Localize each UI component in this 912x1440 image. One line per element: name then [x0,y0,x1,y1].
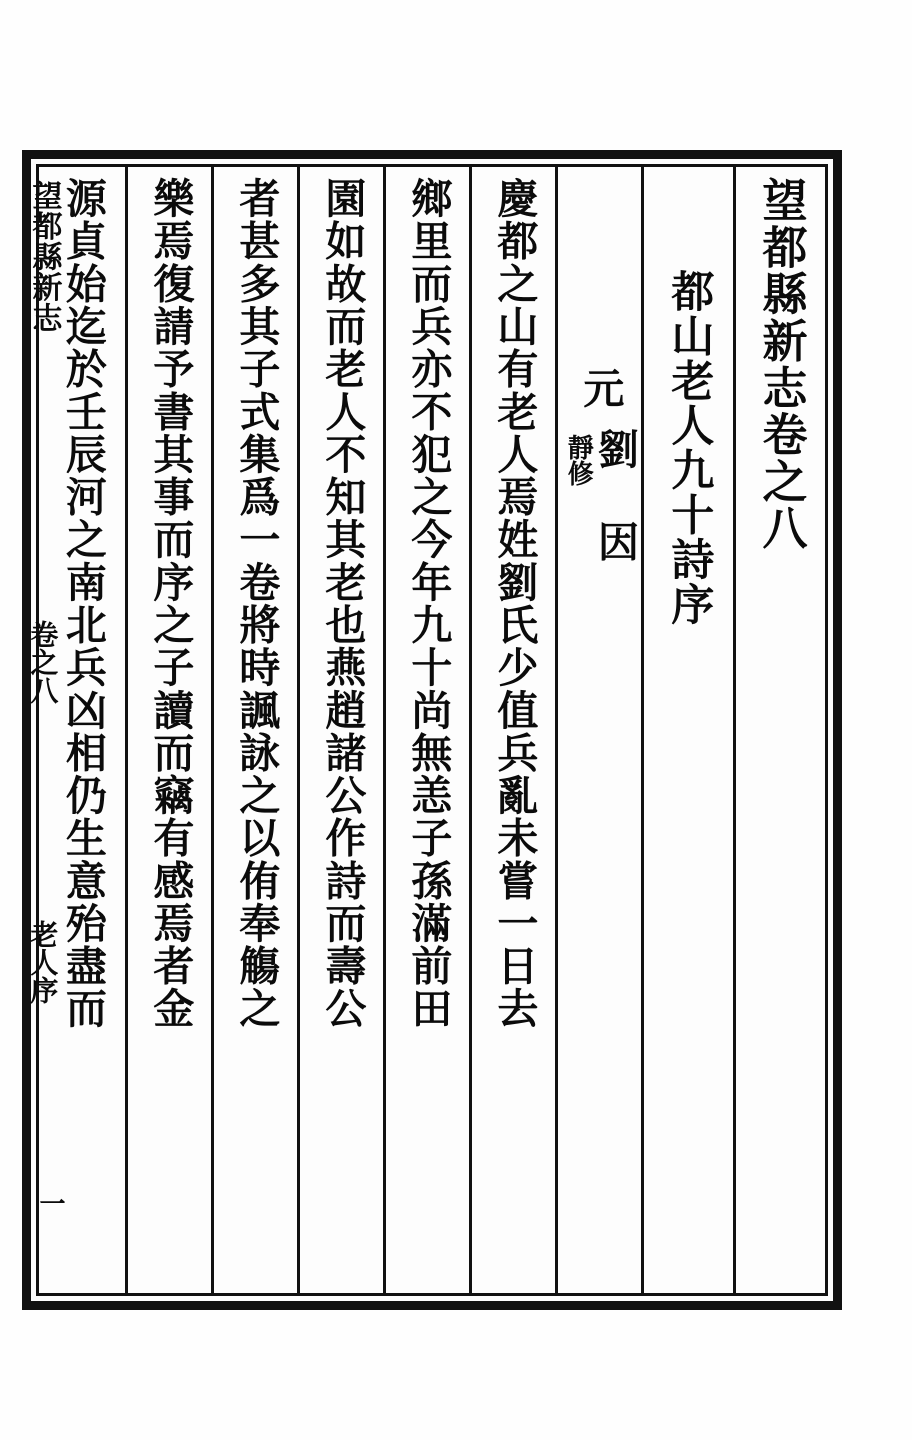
author-block [576,367,625,410]
body-text: 者甚多其子式集爲一卷將時諷詠之以侑奉觴之 [232,177,281,1030]
margin-volume-label: 卷之八 [26,620,60,704]
text-block [36,164,828,1296]
body-text: 園如故而老人不知其老也燕趙諸公作詩而壽公 [318,177,367,1030]
body-text: 慶都之山有老人焉姓劉氏少值兵亂未嘗一日去 [490,177,539,1030]
volume-title-text: 望都縣新志卷之八 [754,177,808,552]
woodblock-frame [22,150,842,1310]
column-body-1 [469,167,555,1293]
column-body-3 [297,167,383,1293]
author-name: 劉 因 [591,427,640,563]
body-text: 鄉里而兵亦不犯之今年九十尚無恙子孫滿前田 [404,177,453,1030]
column-body-5 [125,167,211,1293]
author-dynasty: 元 [576,367,625,410]
body-text: 樂焉復請予書其事而序之子讀而竊有感焉者金 [146,177,195,1030]
page-number: 一 [35,1190,65,1216]
column-author [555,167,641,1293]
margin-section-label: 老人序 [26,920,60,1004]
body-text: 源貞始迄於壬辰河之南北兵凶相仍生意殆盡而 [58,177,107,1030]
column-volume-title [733,167,825,1293]
binding-margin [22,150,80,1310]
author-style-name: 靜修 [563,433,594,486]
section-title-text: 都山老人九十詩序 [664,269,715,627]
column-body-2 [383,167,469,1293]
author-name-block [563,427,640,563]
column-section-title [641,167,733,1293]
column-body-4 [211,167,297,1293]
margin-spine-title: 望都縣新志 [26,180,62,333]
